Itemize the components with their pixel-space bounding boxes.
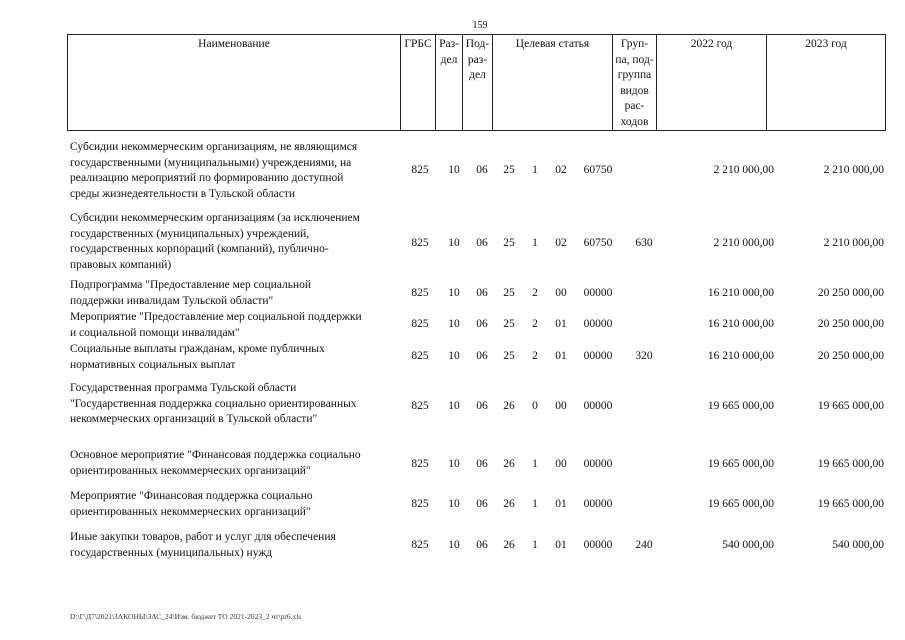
header-podrazdel-line: дел [469, 69, 486, 81]
cell-podrazdel: 06 [476, 164, 488, 176]
row-name-line: Основное мероприятие "Финансовая поддержка социально [70, 449, 361, 461]
cell-t1: 26 [503, 458, 515, 470]
cell-grbs: 825 [411, 498, 429, 510]
cell-t1: 25 [503, 318, 515, 330]
cell-y2022: 16 210 000,00 [707, 287, 774, 299]
page-number: 159 [472, 20, 488, 31]
row-name-line: Мероприятие "Финансовая поддержка социально [70, 490, 313, 502]
cell-t4: 00000 [583, 400, 613, 412]
cell-vr: 320 [635, 350, 653, 362]
cell-grbs: 825 [411, 400, 429, 412]
cell-razdel: 10 [448, 318, 460, 330]
cell-t1: 26 [503, 400, 515, 412]
cell-t2: 0 [532, 400, 538, 412]
row-name [70, 310, 400, 341]
cell-grbs: 825 [411, 458, 429, 470]
cell-y2023: 20 250 000,00 [817, 350, 884, 362]
cell-y2023: 540 000,00 [832, 539, 884, 551]
cell-t3: 01 [555, 539, 567, 551]
cell-podrazdel: 06 [476, 400, 488, 412]
row-name-line: ориентированных некоммерческих организаций" [70, 505, 311, 518]
cell-y2023: 19 665 000,00 [817, 498, 884, 510]
header-2022: 2022 год [657, 35, 767, 131]
cell-razdel: 10 [448, 400, 460, 412]
cell-y2023: 2 210 000,00 [823, 164, 884, 176]
header-vr-line: группа [617, 69, 652, 81]
row-name [70, 448, 400, 479]
cell-y2023: 20 250 000,00 [817, 318, 884, 330]
cell-y2022: 16 210 000,00 [707, 350, 774, 362]
cell-y2022: 19 665 000,00 [707, 458, 774, 470]
row-name [70, 530, 400, 561]
row-name-line: ориентированных некоммерческих организаций" [70, 464, 311, 477]
cell-t3: 00 [555, 400, 567, 412]
cell-t4: 60750 [583, 237, 613, 249]
cell-podrazdel: 06 [476, 539, 488, 551]
row-name-line: правовых компаний) [70, 258, 172, 271]
cell-t3: 00 [555, 458, 567, 470]
cell-t4: 00000 [583, 287, 613, 299]
cell-t2: 2 [532, 350, 538, 362]
cell-razdel: 10 [448, 458, 460, 470]
cell-razdel: 10 [448, 539, 460, 551]
cell-t3: 02 [555, 237, 567, 249]
cell-grbs: 825 [411, 318, 429, 330]
cell-vr: 240 [635, 539, 653, 551]
row-name-line: государственных корпораций (компаний), публично- [70, 243, 329, 255]
cell-y2022: 16 210 000,00 [707, 318, 774, 330]
cell-t4: 00000 [583, 498, 613, 510]
cell-t1: 25 [503, 237, 515, 249]
header-vr-line: видов [620, 84, 649, 97]
cell-y2023: 19 665 000,00 [817, 400, 884, 412]
row-name-line: поддержки инвалидам Тульской области" [70, 294, 274, 307]
cell-podrazdel: 06 [476, 350, 488, 362]
header-razdel-line: дел [440, 53, 458, 66]
row-name [70, 381, 400, 428]
cell-y2023: 2 210 000,00 [823, 237, 884, 249]
row-name-line: Подпрограмма "Предоставление мер социальной [70, 279, 312, 291]
cell-t3: 02 [555, 164, 567, 176]
cell-t2: 1 [532, 498, 538, 510]
cell-t1: 26 [503, 539, 515, 551]
cell-razdel: 10 [448, 287, 460, 299]
cell-t2: 2 [532, 287, 538, 299]
header-target: Целевая статья [493, 35, 613, 131]
cell-y2022: 19 665 000,00 [707, 400, 774, 412]
row-name-line: Субсидии некоммерческим организациям, не являющимся [70, 141, 358, 153]
row-name-line: "Государственная поддержка социально ориентированных [70, 397, 357, 410]
row-name [70, 278, 400, 309]
cell-t2: 2 [532, 318, 538, 330]
row-name-line: Субсидии некоммерческим организациям (за исключением [70, 212, 360, 224]
row-name-line: некоммерческих организаций в Тульской области" [70, 413, 318, 425]
cell-podrazdel: 06 [476, 318, 488, 330]
header-podrazdel-line: раз- [467, 53, 488, 66]
header-grbs: ГРБС [401, 35, 436, 131]
header-vr-line: Груп- [620, 38, 649, 50]
header-vr-line: ходов [620, 115, 649, 128]
cell-t1: 25 [503, 164, 515, 176]
row-name [70, 211, 400, 273]
cell-grbs: 825 [411, 164, 429, 176]
cell-grbs: 825 [411, 287, 429, 299]
cell-t3: 00 [555, 287, 567, 299]
cell-grbs: 825 [411, 350, 429, 362]
row-name-line: реализацию мероприятий по формированию доступной [70, 172, 344, 184]
header-name: Наименование [68, 35, 401, 131]
row-name-line: государственных (муниципальных) учреждений, [70, 227, 310, 240]
cell-y2022: 2 210 000,00 [713, 164, 774, 176]
cell-t2: 1 [532, 458, 538, 470]
cell-grbs: 825 [411, 539, 429, 551]
cell-podrazdel: 06 [476, 498, 488, 510]
cell-t4: 00000 [583, 458, 613, 470]
cell-razdel: 10 [448, 498, 460, 510]
cell-podrazdel: 06 [476, 237, 488, 249]
footer-file-path: D:\Г\Д7\2021\ЗАКОНЫ\ЗАС_24\Изм. бюджет ТО 2021-2023_2 чт\pr6.xls [70, 612, 302, 621]
cell-t1: 26 [503, 498, 515, 510]
cell-t3: 01 [555, 350, 567, 362]
cell-t4: 00000 [583, 318, 613, 330]
cell-t2: 1 [532, 237, 538, 249]
cell-t2: 1 [532, 539, 538, 551]
row-name-line: Мероприятие "Предоставление мер социальной поддержки [70, 311, 362, 323]
cell-razdel: 10 [448, 164, 460, 176]
cell-y2022: 540 000,00 [722, 539, 774, 551]
header-vr-line: па, под- [615, 53, 654, 66]
cell-grbs: 825 [411, 237, 429, 249]
cell-y2022: 2 210 000,00 [713, 237, 774, 249]
row-name-line: и социальной помощи инвалидам" [70, 326, 240, 339]
row-name-line: среды жизнедеятельности в Тульской области [70, 187, 296, 200]
cell-t1: 25 [503, 287, 515, 299]
cell-t1: 25 [503, 350, 515, 362]
cell-podrazdel: 06 [476, 287, 488, 299]
cell-t3: 01 [555, 498, 567, 510]
row-name-line: Иные закупки товаров, работ и услуг для обеспечения [70, 531, 336, 543]
row-name [70, 342, 400, 373]
cell-y2023: 19 665 000,00 [817, 458, 884, 470]
row-name-line: Социальные выплаты гражданам, кроме публичных [70, 343, 325, 355]
row-name [70, 489, 400, 520]
cell-t3: 01 [555, 318, 567, 330]
row-name-line: Государственная программа Тульской области [70, 382, 297, 394]
row-name [70, 140, 400, 202]
cell-razdel: 10 [448, 237, 460, 249]
cell-y2022: 19 665 000,00 [707, 498, 774, 510]
cell-vr: 630 [635, 237, 653, 249]
cell-t4: 00000 [583, 539, 613, 551]
cell-t4: 60750 [583, 164, 613, 176]
header-2023: 2023 год [767, 35, 886, 131]
row-name-line: государственными (муниципальными) учреждениями, на [70, 156, 352, 169]
cell-podrazdel: 06 [476, 458, 488, 470]
cell-t4: 00000 [583, 350, 613, 362]
row-name-line: нормативных социальных выплат [70, 358, 236, 371]
cell-razdel: 10 [448, 350, 460, 362]
row-name-line: государственных (муниципальных) нужд [70, 546, 273, 559]
header-razdel-line: Раз- [439, 38, 459, 50]
header-podrazdel-line: Под- [465, 38, 490, 50]
header-vr-line: рас- [624, 100, 645, 112]
cell-y2023: 20 250 000,00 [817, 287, 884, 299]
cell-t2: 1 [532, 164, 538, 176]
